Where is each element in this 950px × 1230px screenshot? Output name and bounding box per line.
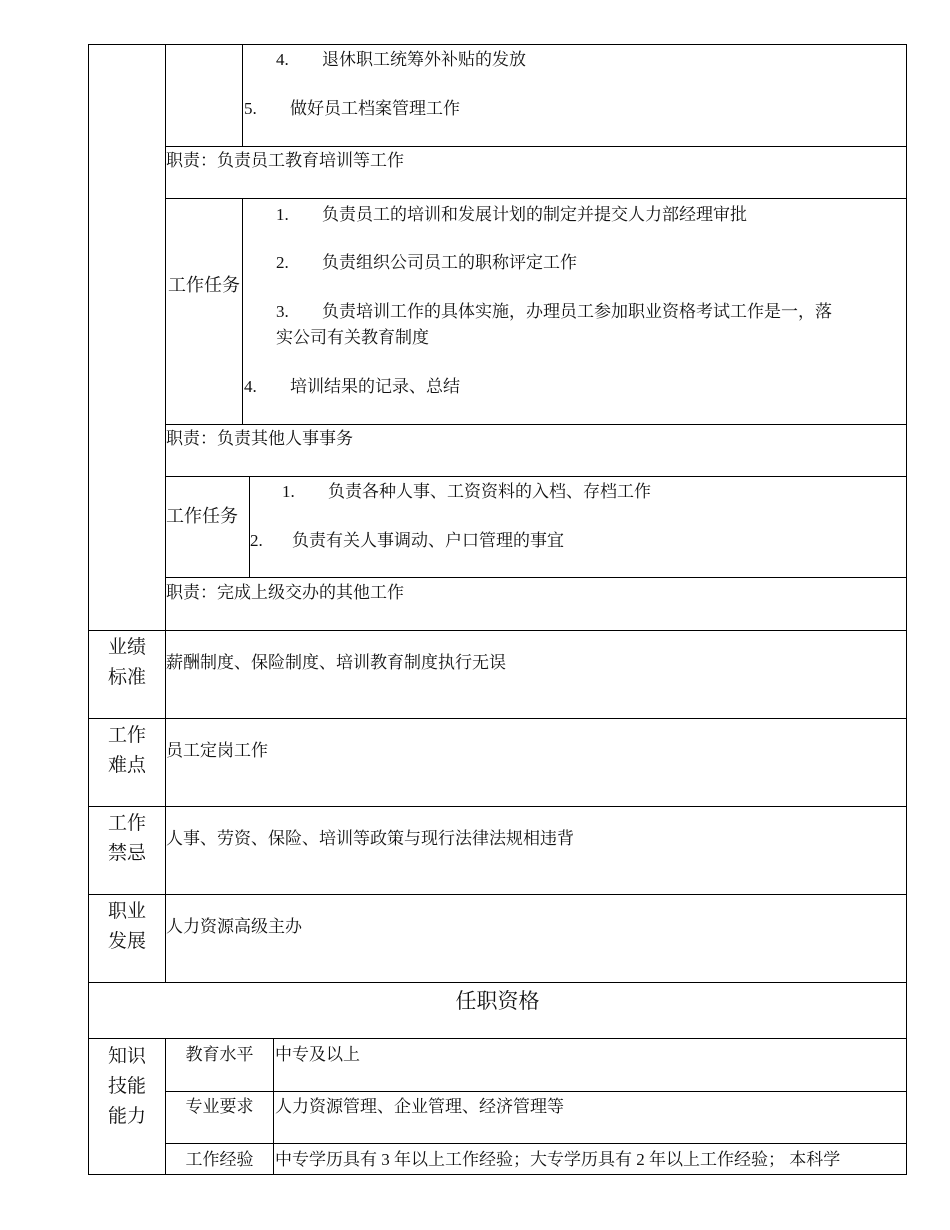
qual-value: 中专学历具有 3 年以上工作经验；大专学历具有 2 年以上工作经验； 本科学 — [275, 1150, 841, 1169]
task-item: 1. 负责员工的培训和发展计划的制定并提交人力部经理审批 — [276, 205, 747, 224]
task-item: 4. 培训结果的记录、总结 — [244, 377, 460, 396]
task-item: 2. 负责有关人事调动、户口管理的事宜 — [250, 531, 564, 550]
task-label: 工作任务 — [166, 506, 238, 526]
duty-title: 职责：完成上级交办的其他工作 — [166, 583, 404, 602]
qual-label: 工作经验 — [185, 1150, 254, 1169]
task-item-continued: 实公司有关教育制度 — [276, 328, 429, 347]
qual-label: 教育水平 — [185, 1045, 254, 1064]
task-item: 1. 负责各种人事、工资资料的入档、存档工作 — [282, 482, 651, 501]
row-label: 工作难点 — [107, 725, 146, 776]
task-item: 3. 负责培训工作的具体实施，办理员工参加职业资格考试工作是一，落 — [276, 302, 832, 321]
task-item: 4. 退休职工统筹外补贴的发放 — [276, 50, 526, 69]
qual-value: 人力资源管理、企业管理、经济管理等 — [275, 1097, 564, 1116]
row-label: 工作禁忌 — [107, 813, 146, 864]
duty-title: 职责：负责员工教育培训等工作 — [166, 151, 404, 170]
qual-value: 中专及以上 — [275, 1045, 360, 1064]
row-label: 职业发展 — [107, 901, 146, 952]
row-value: 人力资源高级主办 — [166, 917, 302, 936]
task-item: 5. 做好员工档案管理工作 — [244, 99, 460, 118]
row-label: 业绩标准 — [107, 637, 146, 688]
section-title: 任职资格 — [455, 989, 540, 1013]
row-value: 员工定岗工作 — [166, 741, 268, 760]
row-value: 人事、劳资、保险、培训等政策与现行法律法规相违背 — [166, 829, 574, 848]
task-item: 2. 负责组织公司员工的职称评定工作 — [276, 253, 577, 272]
task-label: 工作任务 — [168, 275, 240, 295]
duty-title: 职责：负责其他人事事务 — [166, 429, 353, 448]
row-value: 薪酬制度、保险制度、培训教育制度执行无误 — [166, 653, 506, 672]
qual-label: 专业要求 — [185, 1097, 254, 1116]
group-label: 知识技能能力 — [107, 1046, 146, 1127]
